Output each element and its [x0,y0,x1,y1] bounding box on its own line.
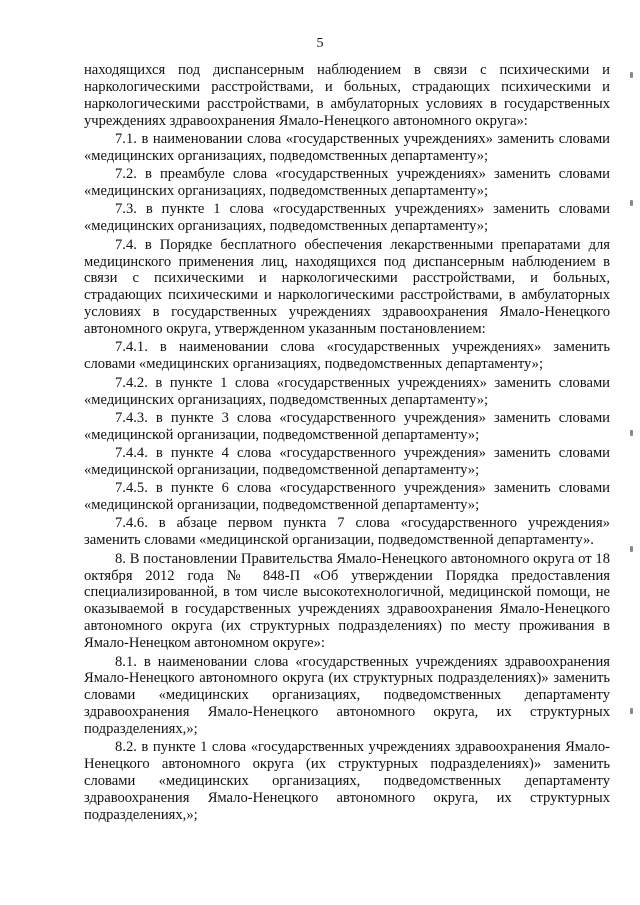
scan-margin-mark [630,430,633,436]
paragraph: 8.1. в наименовании слова «государственных учреждениях здравоохранения Ямало-Ненецкого автономного округа (их структурных подразделениях)» заменить словами «медицинских организациях, подведомственных департаменту здравоохранения Ямало-Ненецкого автономного округа, их структурных подразделениях,»; [84,653,610,738]
scan-margin-mark [630,200,633,206]
paragraph: 8.2. в пункте 1 слова «государственных учреждениях здравоохранения Ямало-Ненецкого автономного округа (их структурных подразделениях)» заменить словами «медицинских организациях, подведомственных департаменту здравоохранения Ямало-Ненецкого автономного округа, их структурных подразделениях,»; [84,739,610,824]
paragraph: 7.4.4. в пункте 4 слова «государственного учреждения» заменить словами «медицинской организации, подведомственной департаменту»; [84,445,610,478]
paragraph: 7.2. в преамбуле слова «государственных учреждениях» заменить словами «медицинских организациях, подведомственных департаменту»; [84,166,610,200]
paragraph: 7.4.2. в пункте 1 слова «государственных учреждениях» заменить словами «медицинских организациях, подведомственных департаменту»; [84,374,610,408]
page-number: 5 [316,36,324,51]
scan-margin-mark [630,546,633,552]
paragraph: 7.4.6. в абзаце первом пункта 7 слова «государственного учреждения» заменить словами «медицинской организации, подведомственной департаменту». [84,515,610,549]
scan-margin-mark [630,72,633,78]
paragraph: 7.1. в наименовании слова «государственных учреждениях» заменить словами «медицинских организациях, подведомственных департаменту»; [84,131,610,164]
scan-margin-mark [630,708,633,714]
paragraph: 7.4.1. в наименовании слова «государственных учреждениях» заменить словами «медицинских организациях, подведомственных департаменту»; [84,339,610,373]
paragraph: 7.4.5. в пункте 6 слова «государственного учреждения» заменить словами «медицинской организации, подведомственной департаменту»; [84,480,610,514]
paragraph: находящихся под диспансерным наблюдением в связи с психическими и наркологическими расстройствами, и больных, страдающих психическими и наркологическими расстройствами, в амбулаторных условиях в государственных учреждениях здравоохранения Ямало-Ненецкого автономного округа»: [84,62,610,129]
paragraph: 7.3. в пункте 1 слова «государственных учреждениях» заменить словами «медицинских организациях, подведомственных департаменту»; [84,201,610,235]
paragraph: 7.4.3. в пункте 3 слова «государственного учреждения» заменить словами «медицинской организации, подведомственной департаменту»; [84,409,610,443]
document-body [84,62,610,825]
paragraph: 7.4. в Порядке бесплатного обеспечения лекарственными препаратами для медицинского применения лиц, находящихся под диспансерным наблюдением в связи с психическими и наркологическими расстройствами, и больных, страдающих психическими и наркологическими расстройствами, в амбулаторных условиях в государственных учреждениях здравоохранения Ямало-Ненецкого автономного округа, утвержденном указанным постановлением: [84,236,610,338]
paragraph: 8. В постановлении Правительства Ямало-Ненецкого автономного округа от 18 октября 2012 года № 848-П «Об утверждении Порядка предоставления специализированной, в том числе высокотехнологичной, медицинской помощи, не оказываемой в государственных учреждениях здравоохранения Ямало-Ненецкого автономного округа (их структурных подразделениях) по месту проживания в Ямало-Ненецком автономном округе»: [84,550,610,652]
